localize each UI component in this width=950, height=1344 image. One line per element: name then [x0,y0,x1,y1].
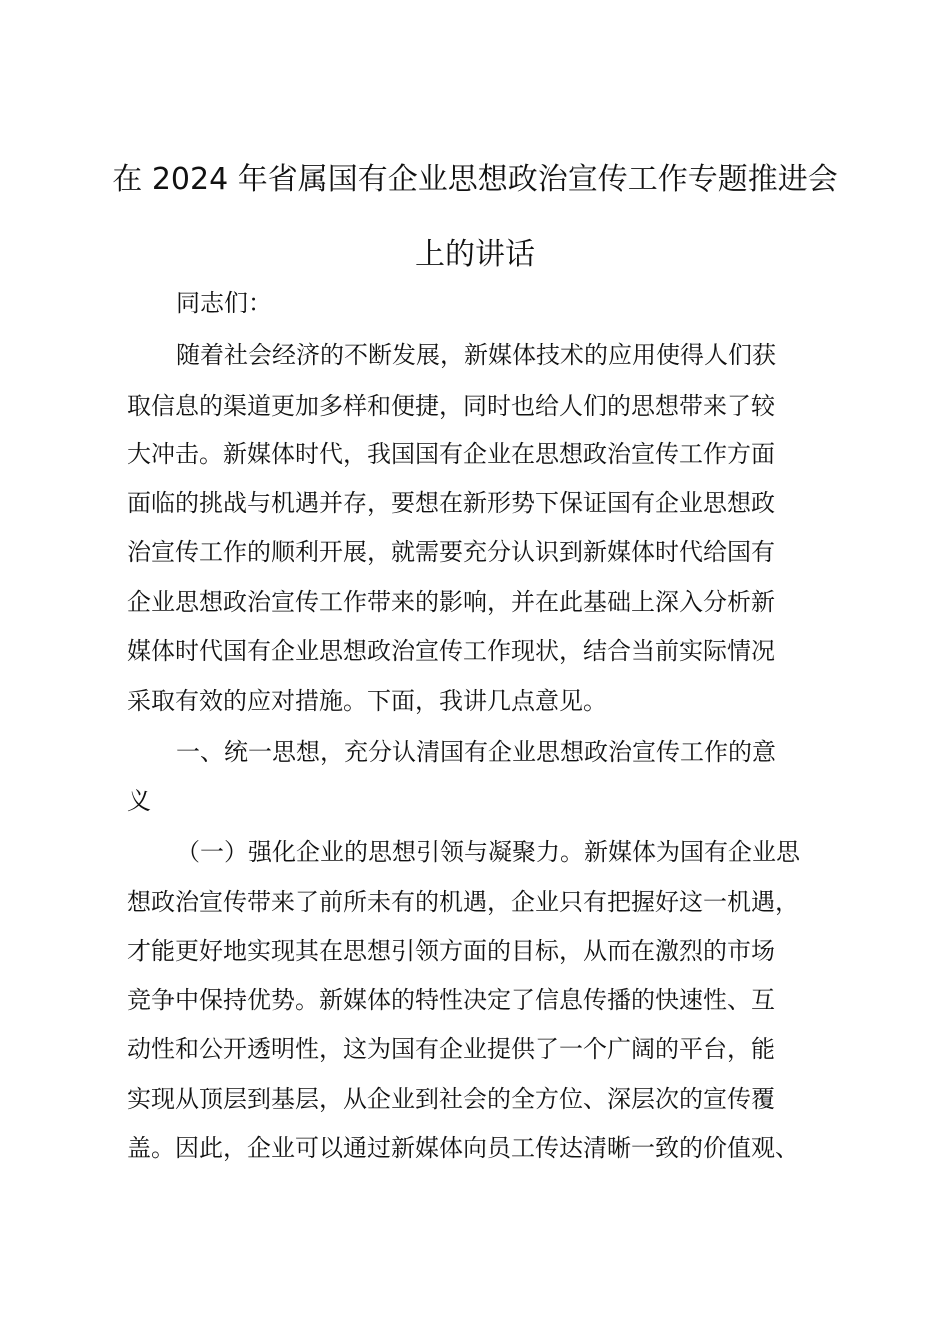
paragraph-line: 动性和公开透明性，这为国有企业提供了一个广阔的平台，能 [127,1035,775,1063]
paragraph-line: 取信息的渠道更加多样和便捷，同时也给人们的思想带来了较 [127,392,775,420]
paragraph-line: 实现从顶层到基层，从企业到社会的全方位、深层次的宣传覆 [127,1085,775,1113]
paragraph-line: 治宣传工作的顺利开展，就需要充分认识到新媒体时代给国有 [127,538,775,566]
paragraph-line: 采取有效的应对措施。下面，我讲几点意见。 [127,687,607,715]
paragraph-line: 大冲击。新媒体时代，我国国有企业在思想政治宣传工作方面 [127,440,775,468]
paragraph-line: 随着社会经济的不断发展，新媒体技术的应用使得人们获 [176,341,776,369]
section-heading-continued: 义 [127,787,151,815]
paragraph-line: 媒体时代国有企业思想政治宣传工作现状，结合当前实际情况 [127,637,775,665]
document-title-continued: 上的讲话 [415,237,535,272]
paragraph-line: 想政治宣传带来了前所未有的机遇，企业只有把握好这一机遇， [127,888,799,916]
salutation: 同志们： [176,289,272,317]
paragraph-line: 企业思想政治宣传工作带来的影响，并在此基础上深入分析新 [127,588,775,616]
section-heading: 一、统一思想，充分认清国有企业思想政治宣传工作的意 [176,738,776,766]
paragraph-line: 盖。因此，企业可以通过新媒体向员工传达清晰一致的价值观、 [127,1134,799,1162]
paragraph-line: 面临的挑战与机遇并存，要想在新形势下保证国有企业思想政 [127,489,775,517]
subsection-paragraph-line: （一）强化企业的思想引领与凝聚力。新媒体为国有企业思 [176,838,800,866]
document-title: 在 2024 年省属国有企业思想政治宣传工作专题推进会 [112,162,838,197]
paragraph-line: 竞争中保持优势。新媒体的特性决定了信息传播的快速性、互 [127,986,775,1014]
paragraph-line: 才能更好地实现其在思想引领方面的目标，从而在激烈的市场 [127,937,775,965]
